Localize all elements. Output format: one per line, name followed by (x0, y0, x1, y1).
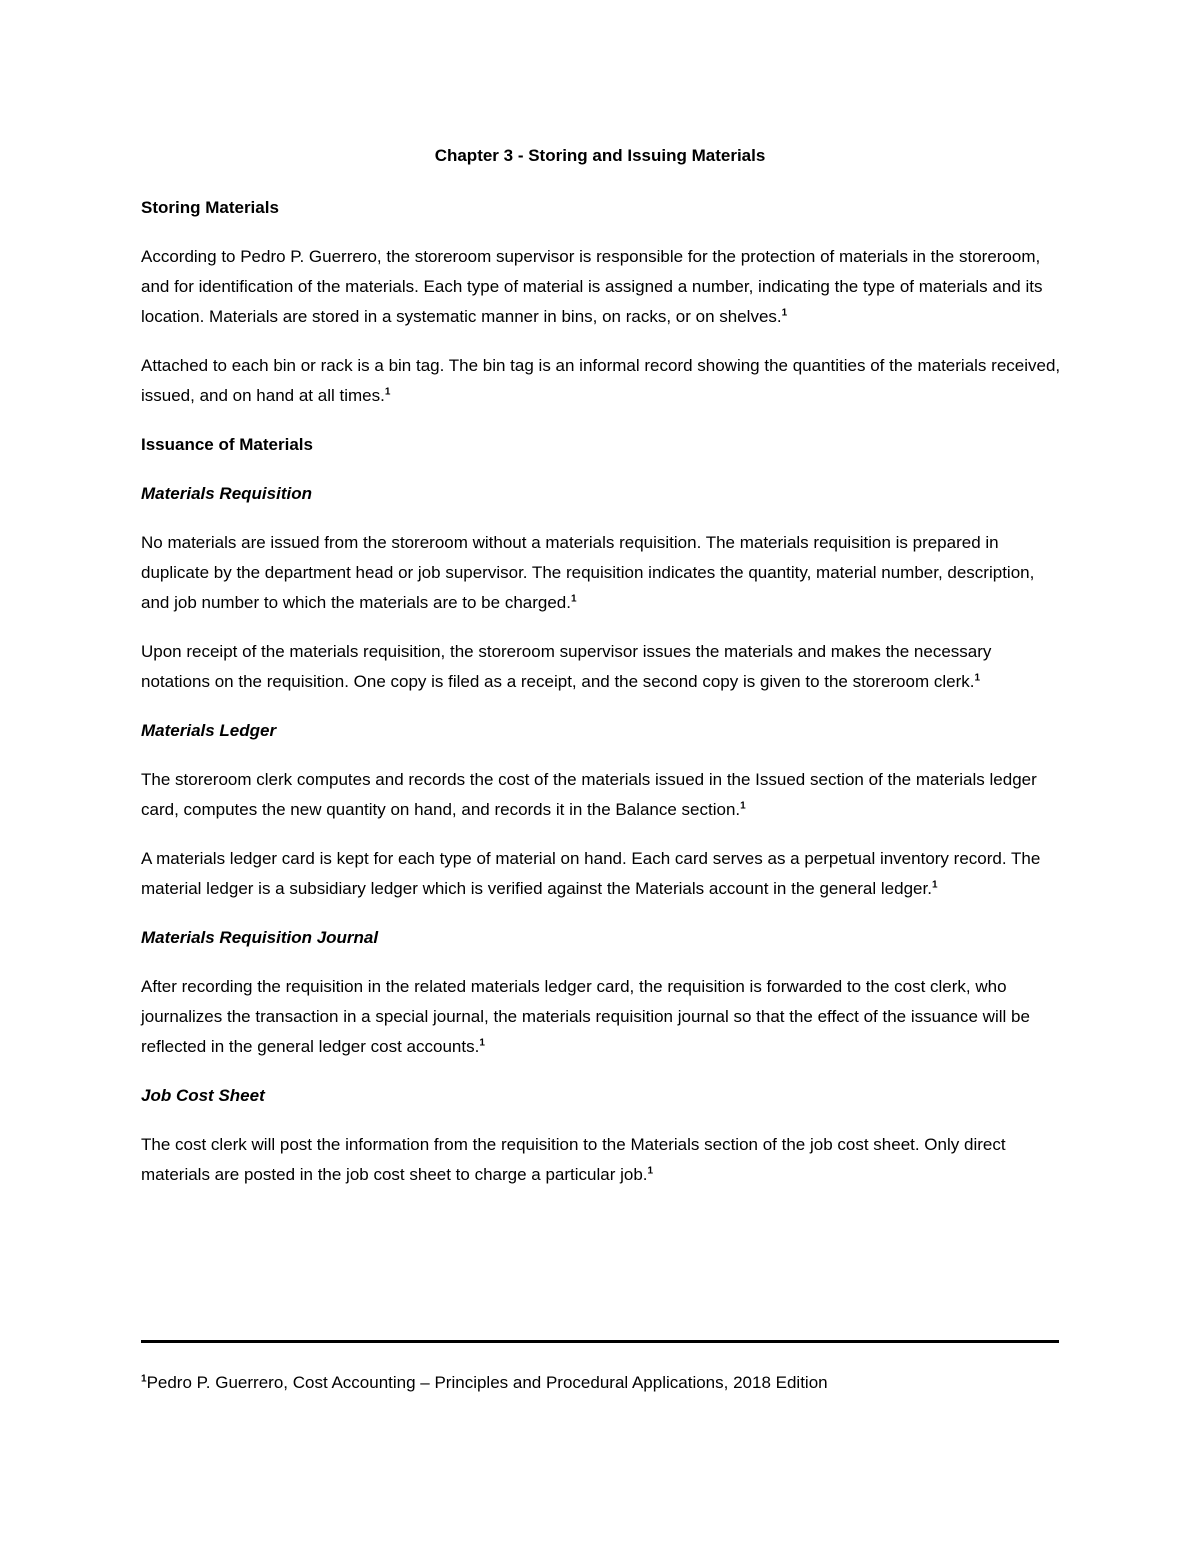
footnote-reference: 1 (479, 1037, 485, 1049)
paragraph-text: A materials ledger card is kept for each type of material on hand. Each card serves as a perpetual inventory record. The material ledger is a subsidiary ledger which is verified against the Materials account in the general ledger. (141, 849, 1041, 898)
footnote-reference: 1 (931, 879, 938, 891)
footnote-reference: 1 (384, 386, 391, 398)
paragraph-jobcost-1 (141, 1130, 1061, 1190)
paragraph-text: The cost clerk will post the information from the requisition to the Materials section of the job cost sheet. Only direct materials are posted in the job cost sheet to charge a particular job. (141, 1135, 1006, 1184)
section-heading-storing: Storing Materials (141, 198, 279, 217)
footnote-marker: 1 (141, 1373, 147, 1385)
paragraph-requisition-2 (141, 637, 1061, 697)
paragraph-storing-1 (141, 242, 1061, 332)
paragraph-text: The storeroom clerk computes and records the cost of the materials issued in the Issued section of the materials ledger card, computes the new quantity on hand, and records it in the Balance section. (141, 770, 1037, 819)
paragraph-text: No materials are issued from the storeroom without a materials requisition. The materials requisition is prepared in duplicate by the department head or job supervisor. The requisition indicates the quantity, material number, description, and job number to which the materials are to be charged. (141, 533, 1035, 612)
document-body (141, 193, 1061, 1209)
footnote-reference: 1 (781, 307, 788, 319)
footnote-reference: 1 (740, 800, 746, 812)
footnote-text: Pedro P. Guerrero, Cost Accounting – Principles and Procedural Applications, 2018 Edition (146, 1373, 828, 1392)
paragraph-text: Attached to each bin or rack is a bin tag. The bin tag is an informal record showing the quantities of the materials received, issued, and on hand at all times. (141, 356, 1061, 405)
paragraph-text: According to Pedro P. Guerrero, the storeroom supervisor is responsible for the protection of materials in the storeroom, and for identification of the materials. Each type of material is assigned a number, indicating the type of materials and its location. Materials are stored in a systematic manner in bins, on racks, or on shelves. (141, 247, 1043, 326)
footnote-reference: 1 (647, 1165, 654, 1177)
subheading-job-cost-sheet: Job Cost Sheet (141, 1086, 265, 1105)
footnote-separator (141, 1340, 1059, 1343)
section-heading-issuance: Issuance of Materials (141, 435, 313, 454)
paragraph-ledger-1 (141, 765, 1061, 825)
footnote-reference: 1 (974, 672, 981, 684)
paragraph-text: After recording the requisition in the related materials ledger card, the requisition is forwarded to the cost clerk, who journalizes the transaction in a special journal, the materials requisition journal so that the effect of the issuance will be reflected in the general ledger cost accounts. (141, 977, 1030, 1056)
subheading-requisition-journal: Materials Requisition Journal (141, 928, 379, 947)
paragraph-journal-1 (141, 972, 1061, 1062)
paragraph-text: Upon receipt of the materials requisition, the storeroom supervisor issues the materials and makes the necessary notations on the requisition. One copy is filed as a receipt, and the second copy is given to the storeroom clerk. (141, 642, 992, 691)
subheading-materials-ledger: Materials Ledger (141, 721, 277, 740)
paragraph-storing-2 (141, 351, 1061, 411)
subheading-materials-requisition: Materials Requisition (141, 484, 312, 503)
footnote (141, 1370, 1061, 1396)
footnote-reference: 1 (570, 593, 577, 605)
document-title: Chapter 3 - Storing and Issuing Materials (434, 146, 766, 165)
paragraph-requisition-1 (141, 528, 1061, 618)
paragraph-ledger-2 (141, 844, 1061, 904)
